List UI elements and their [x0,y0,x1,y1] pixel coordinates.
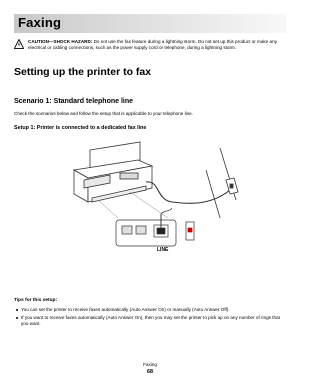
scenario-intro: Check the scenarios below and follow the setup that is applicable to your telephone line. [14,111,194,116]
wall-jack [206,148,238,218]
rear-port-detail [116,208,194,246]
caution-body: Do not use the fax feature during a lightning storm. Do not set up this product or make any electrical or cabling connections, such as the power supply cord or telephone, during a lightning storm. [28,39,277,50]
chapter-title: Faxing [18,15,62,30]
section-heading: Setting up the printer to fax [14,66,152,78]
caution-text [28,39,290,51]
tip-item: If you want to receive faxes automatically (Auto Answer On), then you may set the printer to pick up on any number of rings that you want. [14,315,286,327]
tips-heading: Tips for this setup: [14,298,58,303]
chapter-banner [14,14,286,33]
printer-illustration [74,142,152,202]
caution-label: CAUTION—SHOCK HAZARD: [28,39,93,44]
line-port-label: LINE [157,247,169,253]
setup-heading: Setup 1: Printer is connected to a dedicated fax line [14,125,147,131]
tip-item: You can set the printer to receive faxes automatically (Auto Answer On) or manually (Auto Answer Off). [14,307,286,313]
fax-cable [146,182,230,203]
footer-section-name: Faxing [143,362,157,367]
scenario-heading: Scenario 1: Standard telephone line [14,98,134,105]
printer-fax-setup-illustration [60,140,250,260]
tips-list [14,307,286,329]
warning-triangle-icon [14,39,24,49]
page-number: 68 [147,369,153,375]
caution-notice [14,39,288,53]
